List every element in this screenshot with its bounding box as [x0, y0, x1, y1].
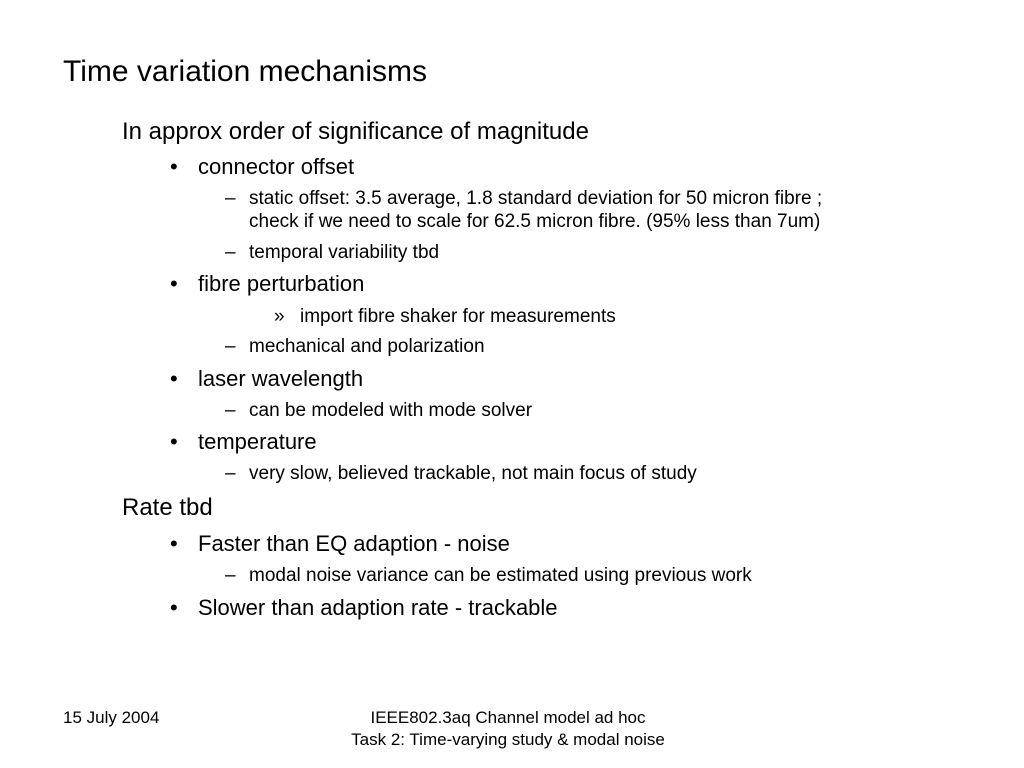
subitem-static-offset [225, 187, 823, 210]
bullet-marker: • [170, 595, 178, 620]
bullet-laser-wavelength [170, 366, 364, 392]
bullet-fibre-perturbation [170, 271, 365, 297]
subitem-static-offset-continued: check if we need to scale for 62.5 micron fibre. (95% less than 7um) [249, 211, 821, 232]
section-heading-significance: In approx order of significance of magnitude [122, 118, 589, 145]
footer-title-line-2: Task 2: Time-varying study & modal noise [351, 730, 665, 749]
bullet-slower-than-adaption [170, 595, 558, 621]
bullet-marker: • [170, 154, 178, 179]
subitem-label: static offset: 3.5 average, 1.8 standard deviation for 50 micron fibre ; [249, 188, 823, 209]
subitem-label: can be modeled with mode solver [249, 400, 533, 421]
dash-marker: – [225, 242, 236, 263]
bullet-label: laser wavelength [198, 366, 364, 391]
bullet-label: temperature [198, 429, 317, 454]
bullet-marker: • [170, 429, 178, 454]
bullet-connector-offset [170, 154, 355, 180]
footer-title [307, 707, 709, 751]
subitem-label: mechanical and polarization [249, 336, 485, 357]
subitem-mode-solver [225, 399, 533, 422]
subitem-label: modal noise variance can be estimated using previous work [249, 565, 752, 586]
subitem-mechanical-polarization [225, 335, 485, 358]
slide-title: Time variation mechanisms [63, 55, 427, 88]
bullet-faster-than-eq [170, 531, 510, 557]
bullet-label: Slower than adaption rate - trackable [198, 595, 558, 620]
subitem-label: very slow, believed trackable, not main focus of study [249, 463, 697, 484]
section-heading-rate: Rate tbd [122, 494, 213, 521]
bullet-label: Faster than EQ adaption - noise [198, 531, 510, 556]
bullet-marker: • [170, 366, 178, 391]
dash-marker: – [225, 188, 236, 209]
bullet-temperature [170, 429, 317, 455]
footer-title-line-1: IEEE802.3aq Channel model ad hoc [370, 708, 646, 727]
dash-marker: – [225, 400, 236, 421]
dash-marker: – [225, 565, 236, 586]
bullet-label: connector offset [198, 154, 355, 179]
footer-date: 15 July 2004 [63, 708, 160, 727]
dash-marker: – [225, 463, 236, 484]
subitem-modal-noise [225, 564, 752, 587]
subitem-temporal-variability [225, 241, 440, 264]
subitem-label: temporal variability tbd [249, 242, 440, 263]
subitem-very-slow [225, 462, 697, 485]
dash-marker: – [225, 336, 236, 357]
bullet-marker: • [170, 271, 178, 296]
bullet-label: fibre perturbation [198, 271, 365, 296]
nested-fibre-shaker [274, 305, 616, 328]
nested-label: import fibre shaker for measurements [300, 306, 616, 327]
sub-marker: » [274, 306, 285, 327]
bullet-marker: • [170, 531, 178, 556]
